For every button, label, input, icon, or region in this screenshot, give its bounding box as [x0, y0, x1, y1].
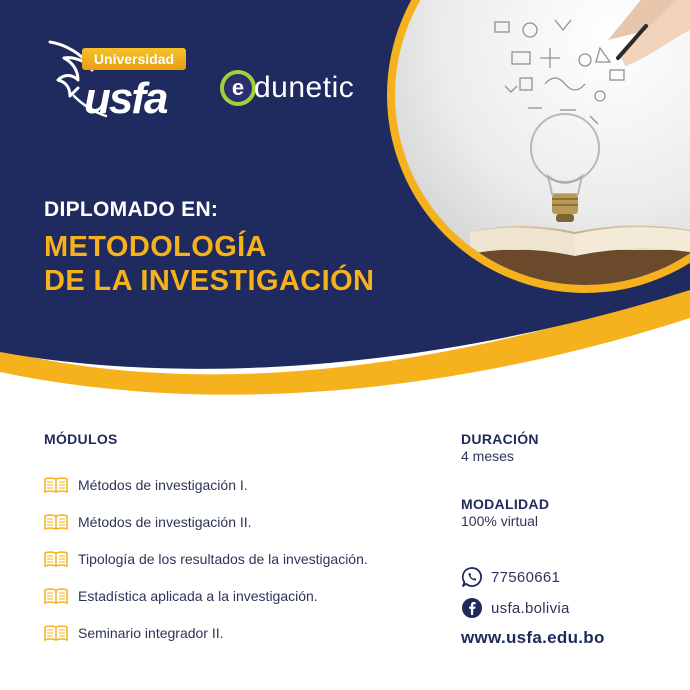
facebook-icon	[461, 597, 483, 619]
edunetic-e-mark: e	[220, 70, 256, 106]
usfa-logo	[44, 36, 194, 131]
facebook-contact[interactable]	[461, 597, 570, 619]
modality-block	[461, 496, 549, 529]
module-label: Estadística aplicada a la investigación.	[78, 587, 318, 604]
program-title-line-1: METODOLOGÍA	[44, 231, 267, 263]
modality-heading: MODALIDAD	[461, 496, 550, 512]
program-kicker: DIPLOMADO EN:	[44, 198, 219, 221]
open-book-icon	[44, 514, 68, 530]
edunetic-wordmark: dunetic	[254, 71, 355, 104]
edunetic-logo	[220, 68, 354, 108]
open-book-icon	[44, 588, 68, 604]
phone-number: 77560661	[491, 568, 561, 586]
whatsapp-icon	[461, 566, 483, 588]
modules-list	[44, 466, 368, 651]
duration-value: 4 meses	[461, 448, 514, 464]
open-book-icon	[44, 625, 68, 641]
module-label: Seminario integrador II.	[78, 624, 224, 641]
modality-value: 100% virtual	[461, 513, 539, 529]
modules-heading: MÓDULOS	[44, 431, 118, 447]
duration-block	[461, 431, 539, 464]
module-item	[44, 503, 368, 540]
program-title-line-2: DE LA INVESTIGACIÓN	[44, 265, 375, 297]
module-item	[44, 540, 368, 577]
module-label: Métodos de investigación I.	[78, 476, 248, 493]
module-item	[44, 614, 368, 651]
website-link[interactable]: www.usfa.edu.bo	[461, 628, 605, 647]
duration-heading: DURACIÓN	[461, 431, 539, 447]
module-item	[44, 577, 368, 614]
module-item	[44, 466, 368, 503]
whatsapp-contact[interactable]	[461, 566, 560, 588]
usfa-ribbon: Universidad	[82, 48, 186, 70]
usfa-wordmark: usfa	[84, 74, 167, 123]
facebook-handle: usfa.bolivia	[491, 599, 570, 617]
open-book-icon	[44, 551, 68, 567]
module-label: Tipología de los resultados de la investigación.	[78, 550, 368, 567]
program-title	[44, 230, 374, 298]
open-book-icon	[44, 477, 68, 493]
module-label: Métodos de investigación II.	[78, 513, 252, 530]
